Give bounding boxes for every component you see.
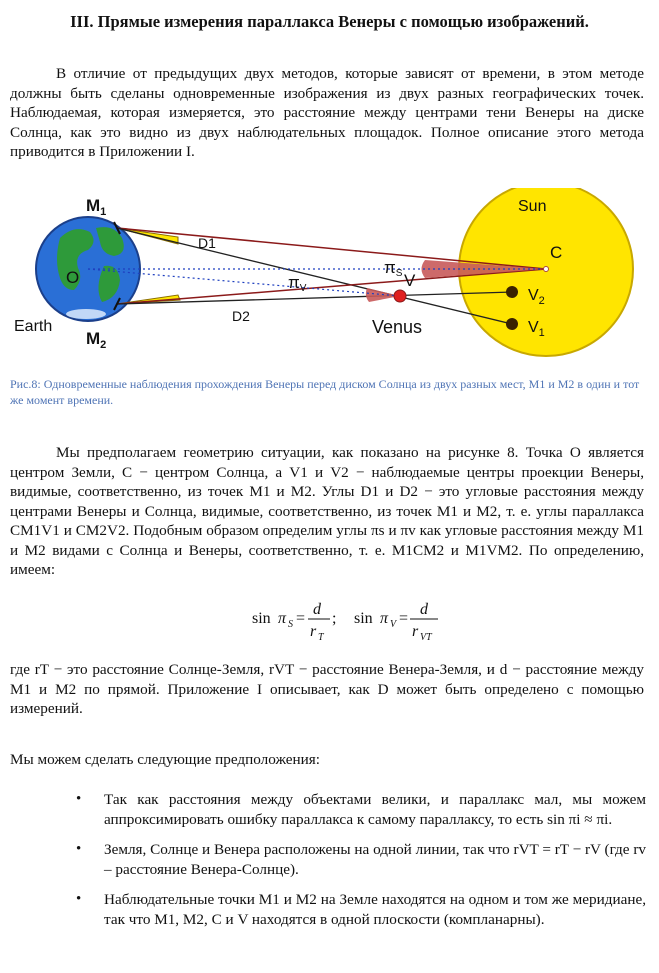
svg-text:sin: sin <box>252 610 271 627</box>
label-d2: D2 <box>232 308 250 324</box>
parallax-formula <box>250 600 470 646</box>
label-m1: $M_1$ <box>86 196 107 218</box>
figure-caption: Рис.8: Одновременные наблюдения прохождения Венеры перед диском Солнца из двух разных мест, M1 и M2 в один и тот же момент времени. <box>10 377 640 407</box>
assumptions-intro: Мы можем сделать следующие предположения: <box>10 751 320 768</box>
definitions-paragraph: где rT − это расстояние Солнце-Земля, rVT − расстояние Венера-Земля, и d − расстояние между M1 и M2 по прямой. Приложение I описывает, как D может быть определено с помощью измерений. <box>10 661 644 717</box>
label-v1: $V_1$ <box>528 319 545 339</box>
parallax-figure <box>0 188 659 368</box>
label-v2: $V_2$ <box>528 287 545 307</box>
assumptions-list <box>76 790 646 940</box>
svg-text:sin: sin <box>354 610 373 627</box>
bullet-text: Земля, Солнце и Венера расположены на одной линии, так что rVT = rT − rV (где rv – расстояние Венера-Солнце). <box>104 841 646 878</box>
sun-center-dot <box>544 267 549 272</box>
svg-text:VT: VT <box>420 632 432 643</box>
bullet-text: Наблюдательные точки M1 и M2 на Земле находятся на одном и том же меридиане, так что M1, M2, C и V находятся в одной плоскости (компланарны). <box>104 891 646 928</box>
bullet-icon: • <box>76 841 82 857</box>
venus-dot <box>394 290 406 302</box>
bullet-text: Так как расстояния между объектами велики, и параллакс мал, мы можем аппроксимировать ошибку параллакса к самому параллаксу, то есть sin πi ≈ πi. <box>104 791 646 828</box>
label-sun: Sun <box>518 198 547 215</box>
svg-text:d: d <box>420 601 428 618</box>
v1-dot <box>506 318 518 330</box>
label-d1: D1 <box>198 235 216 251</box>
svg-text:π: π <box>380 610 389 627</box>
label-c: C <box>550 243 563 262</box>
intro-paragraph: В отличие от предыдущих двух методов, которые зависят от времени, в этом методе должны быть сделаны одновременные изображения из двух разных географических точек. Наблюдаемая, которая измеряется, это расстояние между центрами тени Венеры на диске Солнца, как это видно из двух наблюдательных площадок. Полное описание этого метода приводится в Приложении I. <box>10 65 644 160</box>
svg-text:π: π <box>278 610 287 627</box>
svg-text:T: T <box>318 632 324 643</box>
list-item <box>76 840 646 879</box>
label-o: O <box>66 268 80 287</box>
svg-text:=: = <box>296 610 306 627</box>
label-v: V <box>404 271 416 290</box>
list-item <box>76 890 646 929</box>
label-m2: $M_2$ <box>86 329 107 351</box>
svg-text:r: r <box>412 623 419 640</box>
geometry-paragraph: Мы предполагаем геометрию ситуации, как показано на рисунке 8. Точка O является центром Земли, C − центром Солнца, а V1 и V2 − наблюдаемые центры проекции Венеры, видимые, соответственно, из точек M1 и M2. Углы D1 и D2 − это угловые расстояния между центрами Венеры и Солнца, видимые, соответственно, из точек M1 и M2, т. е. углы параллакса CM1V1 и CM2V2. Подобным образом определим углы πs и πv как угловые расстояния между M1 и M2 видами с Солнца и Венеры, соответственно, т. е. M1CM2 и M1VM2. По определению, имеем: <box>10 444 644 578</box>
v2-dot <box>506 286 518 298</box>
bullet-icon: • <box>76 891 82 907</box>
bullet-icon: • <box>76 791 82 807</box>
label-venus: Venus <box>372 317 423 337</box>
svg-text:=: = <box>399 610 409 627</box>
svg-text:d: d <box>313 601 321 618</box>
label-pi-s: πS <box>384 258 403 279</box>
section-title: III. Прямые измерения параллакса Венеры с помощью изображений. <box>70 12 589 31</box>
svg-text:V: V <box>390 619 397 630</box>
svg-text:S: S <box>288 619 293 630</box>
label-earth: Earth <box>14 318 53 335</box>
label-pi-v: πV <box>288 273 307 294</box>
svg-text:;: ; <box>332 610 337 627</box>
list-item <box>76 790 646 829</box>
svg-text:r: r <box>310 623 317 640</box>
